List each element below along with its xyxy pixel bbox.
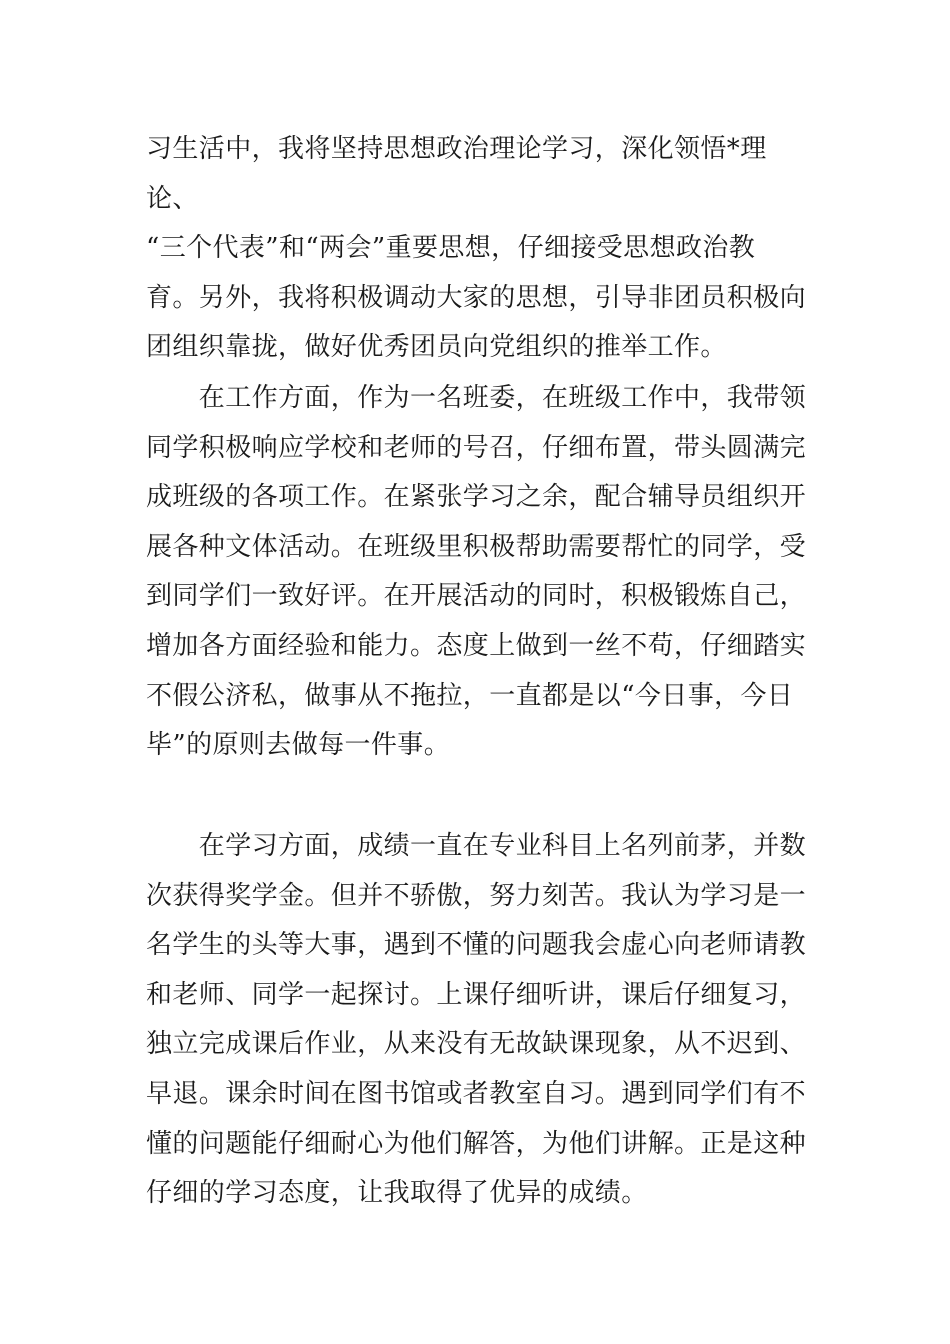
paragraph-3 (146, 822, 814, 1219)
paragraph-1-text: 习生活中，我将坚持思想政治理论学习，深化领悟*理论、 “三个代表”和“两会”重要思想，仔细接受思想政治教 育。另外，我将积极调动大家的思想，引导非团员积极向 团组织靠拢，做好优秀团员向党组织的推举工作。 (146, 134, 807, 363)
paragraph-2 (146, 374, 814, 771)
paragraph-2-text: 在工作方面，作为一名班委，在班级工作中，我带领 同学积极响应学校和老师的号召，仔细布置，带头圆满完 成班级的各项工作。在紧张学习之余，配合辅导员组织开 展各种文体活动。在班级里积极帮助需要帮忙的同学，受 到同学们一致好评。在开展活动的同时，积极锻炼自己， 增加各方面经验和能力。态度上做到一丝不苟，仔细踏实 不假公济私，做事从不拖拉，一直都是以“今日事，今日 毕”的原则去做每一件事。 (146, 383, 807, 761)
paragraph-3-text: 在学习方面，成绩一直在专业科目上名列前茅，并数 次获得奖学金。但并不骄傲，努力刻苦。我认为学习是一 名学生的头等大事，遇到不懂的问题我会虚心向老师请教 和老师、同学一起探讨。上课仔细听讲，课后仔细复习， 独立完成课后作业，从来没有无故缺课现象，从不迟到、 早退。课余时间在图书馆或者教室自习。遇到同学们有不 懂的问题能仔细耐心为他们解答，为他们讲解。正是这种 仔细的学习态度，让我取得了优异的成绩。 (146, 831, 807, 1209)
paragraph-1 (146, 125, 814, 373)
